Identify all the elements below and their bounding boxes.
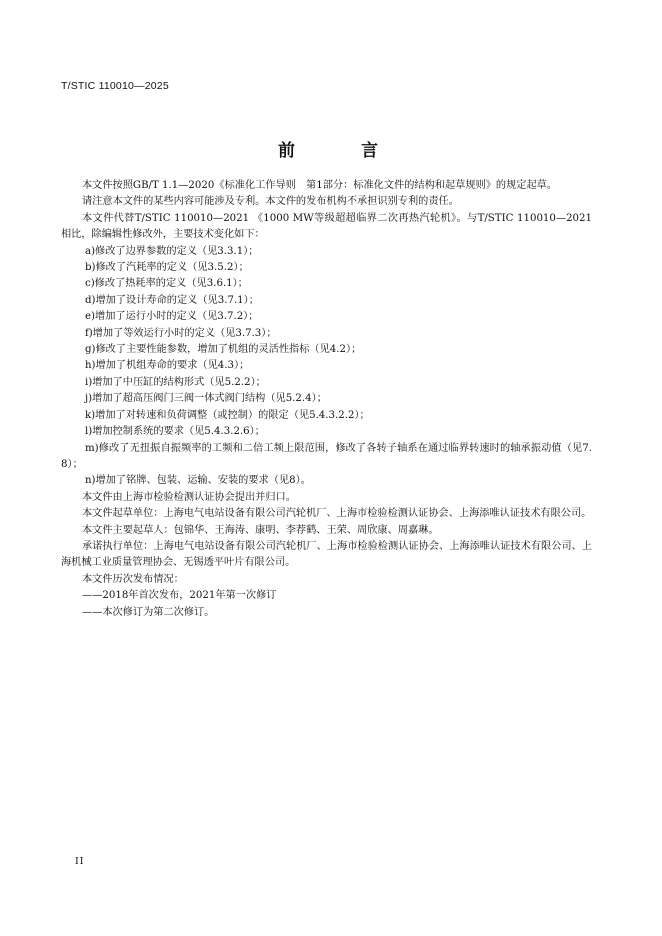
paragraph-proposer: 本文件由上海市检验检测认证协会提出并归口。 (82, 491, 296, 503)
change-item: a)修改了边界参数的定义（见3.3.1）； (85, 245, 259, 257)
document-code: T/STIC 110010—2025 (61, 80, 169, 92)
change-item: e)增加了运行小时的定义（见3.7.2）； (85, 311, 259, 323)
change-item: b)修改了汽耗率的定义（见3.5.2）； (85, 262, 249, 274)
paragraph-patent-notice: 请注意本文件的某些内容可能涉及专利。本文件的发布机构不承担识别专利的责任。 (82, 196, 459, 208)
paragraph-committed-units: 承诺执行单位：上海电气电站设备有限公司汽轮机厂、上海市检验检测认证协会、上海添唯认证技术有限公司、上海机械工业质量管理协会、无锡透平叶片有限公司。 (61, 540, 592, 569)
paragraph-release-history-item: ——本次修订为第二次修订。 (82, 606, 215, 618)
change-item: l)增加控制系统的要求（见5.4.3.2.6）； (85, 426, 265, 438)
change-item: g)修改了主要性能参数，增加了机组的灵活性指标（见4.2）； (85, 344, 362, 356)
paragraph-replacement: 本文件代替T/STIC 110010—2021 《1000 MW等级超超临界二次再热汽轮机》。与T/STIC 110010—2021相比，除编辑性修改外，主要技术变化如下： (61, 212, 592, 241)
foreword-body (61, 178, 592, 621)
change-item: n)增加了铭牌、包装、运输、安装的要求（见8）。 (85, 475, 311, 487)
paragraph-release-history-item: ——2018年首次发布，2021年第一次修订 (82, 590, 277, 602)
change-item: j)增加了超高压阀门三阀一体式阀门结构（见5.2.4）； (85, 393, 327, 405)
paragraph-drafting-basis: 本文件按照GB/T 1.1—2020《标准化工作导则 第1部分：标准化文件的结构和起草规则》的规定起草。 (82, 180, 558, 191)
change-item: i)增加了中压缸的结构形式（见5.2.2）； (85, 376, 266, 388)
change-item: m)修改了无扭振自振频率的工频和二倍工频上限范围，修改了各转子轴系在通过临界转速时的轴承振动值（见7.8）； (61, 442, 592, 470)
change-item: d)增加了设计寿命的定义（见3.7.1）； (85, 294, 259, 306)
page-title: 前 言 (278, 141, 408, 161)
page-number: II (75, 856, 85, 867)
paragraph-drafting-units: 本文件起草单位：上海电气电站设备有限公司汽轮机厂、上海市检验检测认证协会、上海添唯认证技术有限公司。 (82, 508, 592, 520)
change-item: c)修改了热耗率的定义（见3.6.1）； (85, 278, 248, 290)
change-item: h)增加了机组寿命的要求（见4.3）； (85, 360, 250, 372)
change-item: k)增加了对转速和负荷调整（或控制）的限定（见5.4.3.2.2）； (85, 409, 370, 421)
paragraph-drafters: 本文件主要起草人：包锦华、王海涛、康明、李荐鹤、王荣、周欣康、周嘉琳。 (82, 524, 439, 536)
paragraph-release-history-heading: 本文件历次发布情况： (82, 573, 184, 585)
change-item: f)增加了等效运行小时的定义（见3.7.3）； (85, 327, 277, 339)
